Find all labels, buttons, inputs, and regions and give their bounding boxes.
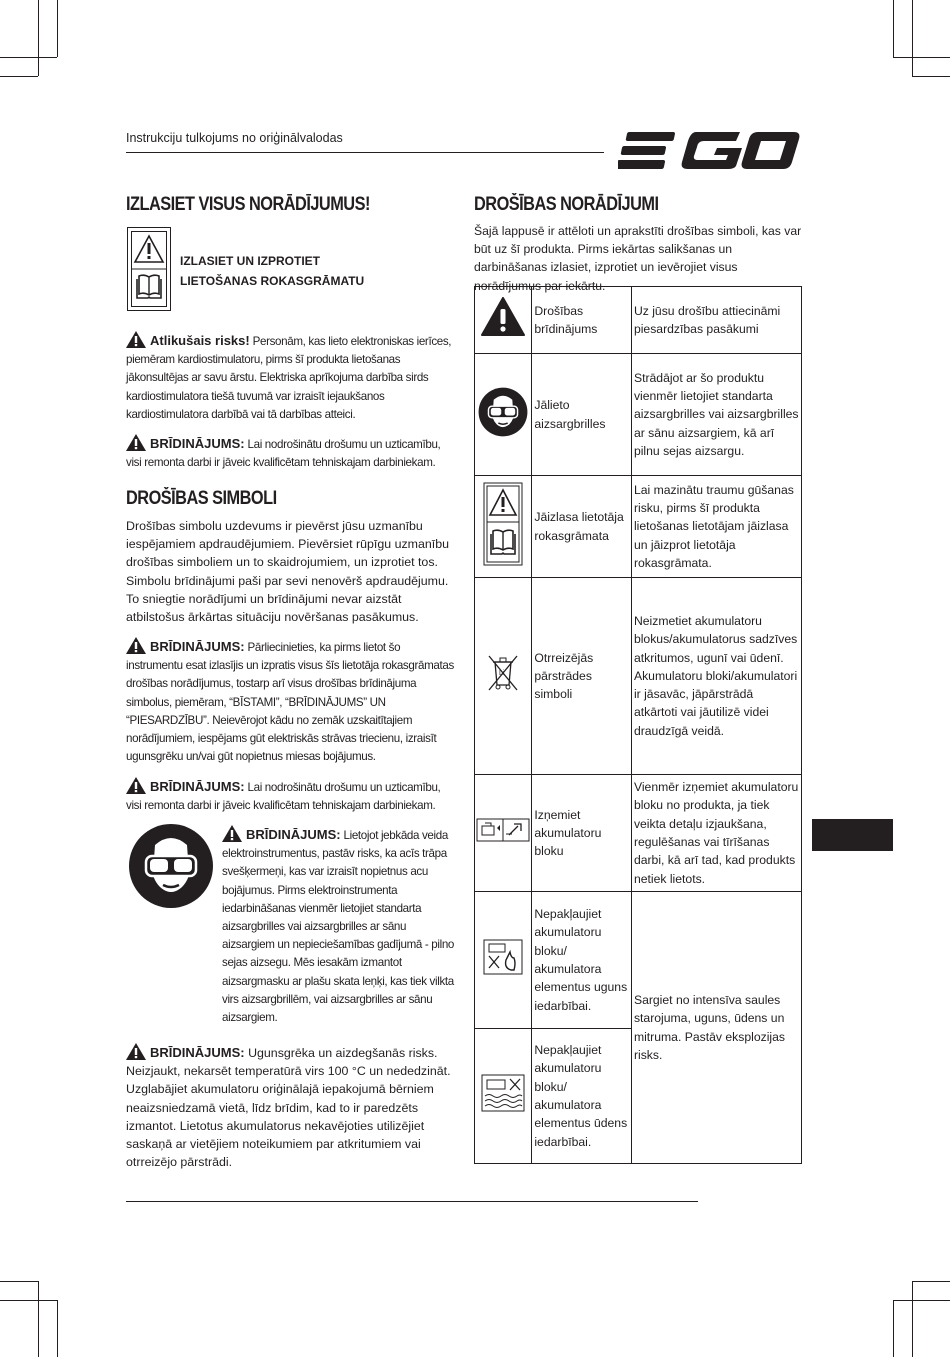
symbol-description: Strādājot ar šo produktu vienmēr lietojiet standarta aizsargbrilles vai aizsargbrilles ar sānu aizsargiem, kā arī pilnu sejas aizsargu. bbox=[631, 354, 801, 476]
read-manual-icon bbox=[127, 227, 171, 311]
symbol-cell bbox=[475, 578, 532, 775]
table-row bbox=[475, 287, 802, 354]
warning-triangle-icon bbox=[126, 1043, 146, 1060]
warning-triangle-icon bbox=[126, 777, 146, 794]
residual-risk-paragraph bbox=[126, 331, 452, 424]
crop-mark bbox=[57, 0, 58, 57]
warning-title: BRĪDINĀJUMS: bbox=[150, 779, 245, 794]
residual-risk-title: Atlikušais risks! bbox=[150, 333, 250, 348]
warning-paragraph-read-all bbox=[126, 637, 456, 766]
symbol-name: Nepakļaujiet akumulatoru bloku/ akumulatora elementus uguns iedarbībai. bbox=[532, 892, 632, 1029]
warning-paragraph-repairs-2 bbox=[126, 777, 456, 815]
symbol-cell bbox=[475, 354, 532, 476]
warning-paragraph-fire-risk bbox=[126, 1043, 456, 1171]
no-water-icon bbox=[481, 1074, 525, 1112]
crop-mark bbox=[0, 57, 57, 58]
svg-text:Li: Li bbox=[499, 670, 505, 678]
crop-mark bbox=[912, 1281, 950, 1282]
crop-mark bbox=[912, 1281, 913, 1357]
crop-mark bbox=[0, 76, 38, 77]
symbol-cell bbox=[475, 892, 532, 1029]
remove-battery-icon bbox=[476, 818, 530, 842]
warning-paragraph-eye-protection bbox=[222, 825, 456, 1027]
warning-paragraph-repairs bbox=[126, 434, 456, 472]
warning-text: Pārliecinieties, ka pirms lietot šo instrumentu esat izlasījis un izpratis visus šīs lietotāja rokasgrāmatas drošības norādījumus, tostarp arī visus drošības brīdinājuma simbolus, piemēram, “BĪSTAMI”, “BRĪDINĀJUMS” UN “PIESARDZĪBU”. Neievērojot kādu no zemāk uzskaitītajiem norādījumiem, iespējams gūt elektriskās strāvas triecienu, izraisīt ugunsgrēku un/vai gūt nopietnus miesas bojājumus. bbox=[126, 641, 454, 764]
warning-triangle-icon bbox=[126, 637, 146, 654]
warning-triangle-icon bbox=[126, 434, 146, 451]
eye-protection-icon bbox=[128, 823, 214, 909]
warning-triangle-icon bbox=[126, 331, 146, 348]
safety-symbols-paragraph: Drošības simbolu uzdevums ir pievērst jūsu uzmanību iespējamiem apdraudējumiem. Pievērsiet rūpīgu uzmanību drošības simboliem un to skaidrojumiem, un izprotiet tos. Simbolu brīdinājumi paši par sevi nenovērš apdraudējumu. To sniegtie norādījumi un brīdinājumi nevar aizstāt atbilstošus ārkārtas situāciju novēršanas pasākumus. bbox=[126, 519, 450, 625]
symbol-name: Jālieto aizsargbrilles bbox=[532, 354, 632, 476]
ego-logo bbox=[618, 129, 800, 173]
read-manual-label-line1: IZLASIET UN IZPROTIET bbox=[180, 254, 320, 268]
symbol-name: Drošības brīdinājums bbox=[532, 287, 632, 354]
symbol-description: Sargiet no intensīva saules starojuma, uguns, ūdens un mitruma. Pastāv eksplozijas risks. bbox=[631, 892, 801, 1164]
symbol-name: Nepakļaujiet akumulatoru bloku/ akumulatora elementus ūdens iedarbībai. bbox=[532, 1029, 632, 1164]
symbol-name: Otrreizējās pārstrādes simboli bbox=[532, 578, 632, 775]
table-row bbox=[475, 354, 802, 476]
warning-text: Lai nodrošinātu drošumu un uzticamību, visi remonta darbi ir jāveic kvalificētam tehniskajam darbiniekam. bbox=[126, 438, 441, 470]
symbol-cell bbox=[475, 476, 532, 578]
read-manual-label-line2: LIETOŠANAS ROKASGRĀMATU bbox=[180, 274, 365, 288]
crop-mark bbox=[893, 57, 950, 58]
read-instructions-heading: IZLASIET VISUS NORĀDĪJUMUS! bbox=[126, 194, 370, 215]
symbol-cell bbox=[475, 287, 532, 354]
residual-risk-text: Personām, kas lieto elektroniskas ierīces, piemēram kardiostimulatoru, pirms šī produkta lietošanas jākonsultējas ar savu ārstu. Elektriska aprīkojuma darbība sirds kardiostimulatora tiešā tuvumā var izraisīt iejaukšanos kardiostimulatora darbībā vai tā darbības atteici. bbox=[126, 335, 452, 421]
document-subtitle: Instrukciju tulkojums no oriģinālvalodas bbox=[126, 131, 343, 145]
warning-title: BRĪDINĀJUMS: bbox=[150, 1045, 245, 1060]
warning-text: Ugunsgrēka un aizdegšanās risks. Neizjaukt, nekarsēt temperatūrā virs 100 °C un nededzināt. Uzglabājiet akumulatoru oriģinālajā iepakojumā bērniem neaizsniedzamā vietā, līdz brīdim, kad to ir paredzēts izmantot. Lietotus akumulatorus nekavējoties utilizējiet saskaņā ar vietējiem noteikumiem par atkritumiem vai otrreizējo pārstrādi. bbox=[126, 1046, 451, 1170]
symbol-name: Jāizlasa lietotāja rokasgrāmata bbox=[532, 476, 632, 578]
warning-text: Lietojot jebkāda veida elektroinstrumentus, pastāv risks, ka acīs trāpa svešķermeņi, kas var izraisīt nopietnus acu bojājumus. Pirms elektroinstrumenta iedarbināšanas vienmēr lietojiet standarta aizsargbrilles vai aizsargbrilles ar sānu aizsargiem un nepieciešamības gadījumā - pilno sejas aizsegu. Mēs iesakām izmantot aizsargmasku ar plašu skata leņķi, kas tiek vilkta virs aizsargbrillēm, vai aizsargbrilles ar sānu aizsargiem. bbox=[222, 829, 455, 1025]
warning-title: BRĪDINĀJUMS: bbox=[246, 827, 341, 842]
safety-symbols-heading: DROŠĪBAS SIMBOLI bbox=[126, 488, 277, 509]
symbol-description: Lai mazinātu traumu gūšanas risku, pirms šī produkta lietošanas lietotājam jāizlasa un jāizprot lietotāja rokasgrāmata. bbox=[631, 476, 801, 578]
crop-mark bbox=[893, 0, 894, 57]
language-tab-marker bbox=[812, 819, 893, 851]
crop-mark bbox=[38, 0, 39, 76]
header-rule bbox=[126, 152, 604, 153]
read-manual-icon bbox=[483, 482, 523, 566]
symbol-name: Izņemiet akumulatoru bloku bbox=[532, 775, 632, 892]
crop-mark bbox=[912, 76, 950, 77]
warning-triangle-icon bbox=[222, 825, 242, 842]
warning-title: BRĪDINĀJUMS: bbox=[150, 436, 245, 451]
safety-instructions-heading: DROŠĪBAS NORĀDĪJUMI bbox=[474, 194, 659, 215]
read-manual-label bbox=[180, 251, 364, 291]
symbol-cell bbox=[475, 775, 532, 892]
warning-title: BRĪDINĀJUMS: bbox=[150, 639, 245, 654]
crop-mark bbox=[38, 1281, 39, 1357]
symbol-description: Vienmēr izņemiet akumulatoru bloku no produkta, ja tiek veikta detaļu izjaukšana, regulēšanas vai tīrīšanas darbi, kā arī tad, kad produkts netiek lietots. bbox=[631, 775, 801, 892]
table-row bbox=[475, 578, 802, 775]
footer-rule bbox=[126, 1201, 698, 1202]
recycling-bin-icon bbox=[486, 653, 520, 693]
safety-instructions-intro: Šajā lappusē ir attēloti un aprakstīti drošības simboli, kas var būt uz šī produkta. Pirms iekārtas salikšanas un darbināšanas izlasiet, izprotiet un ievērojiet visus norādījumus par iekārtu. bbox=[474, 224, 802, 293]
no-fire-icon bbox=[483, 939, 523, 975]
table-row bbox=[475, 892, 802, 1029]
crop-mark bbox=[0, 1281, 38, 1282]
symbol-description: Uz jūsu drošību attiecināmi piesardzības pasākumi bbox=[631, 287, 801, 354]
eye-protection-icon bbox=[478, 387, 528, 437]
crop-mark bbox=[893, 1300, 894, 1357]
table-row bbox=[475, 476, 802, 578]
table-row bbox=[475, 775, 802, 892]
safety-symbols-table bbox=[474, 286, 802, 1164]
crop-mark bbox=[57, 1300, 58, 1357]
symbol-cell bbox=[475, 1029, 532, 1164]
symbol-description: Neizmetiet akumulatoru blokus/akumulatorus sadzīves atkritumos, ugunī vai ūdenī. Akumulatoru bloki/akumulatori ir jāsavāc, jāpārstrādā atkārtoti vai jāutilizē videi draudzīgā veidā. bbox=[631, 578, 801, 775]
crop-mark bbox=[0, 1300, 57, 1301]
safety-alert-icon bbox=[481, 297, 525, 337]
crop-mark bbox=[912, 0, 913, 76]
crop-mark bbox=[893, 1300, 950, 1301]
warning-text: Lai nodrošinātu drošumu un uzticamību, visi remonta darbi ir jāveic kvalificētam tehniskajam darbiniekam. bbox=[126, 781, 441, 813]
